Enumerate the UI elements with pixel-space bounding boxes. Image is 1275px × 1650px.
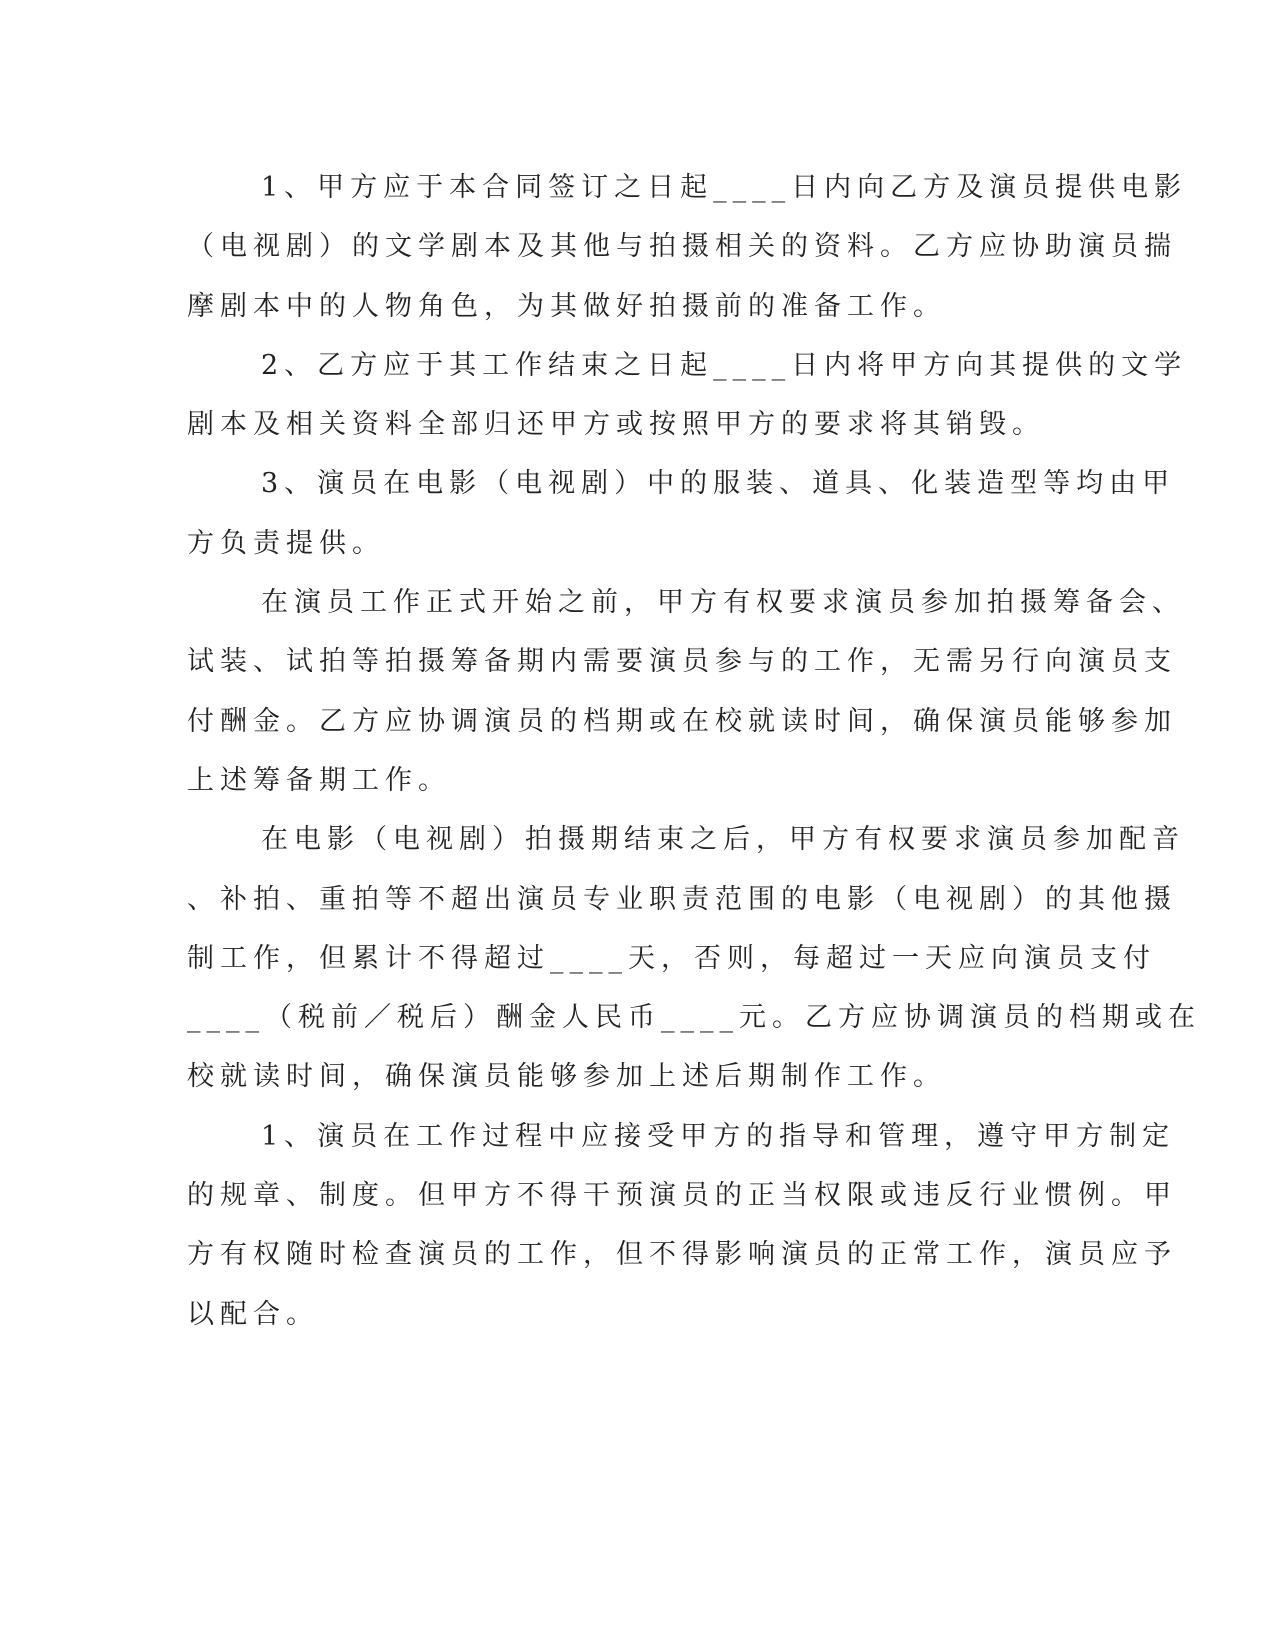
text-line: 以配合。 [187,1298,319,1330]
text-line: 1、演员在工作过程中应接受甲方的指导和管理，遵守甲方制定 [261,1120,1176,1152]
text-line: 的规章、制度。但甲方不得干预演员的正当权限或违反行业惯例。甲 [187,1180,1177,1212]
text-line: 方有权随时检查演员的工作，但不得影响演员的正常工作，演员应予 [187,1239,1177,1271]
text-line: （电视剧）的文学剧本及其他与拍摄相关的资料。乙方应协助演员揣 [187,231,1177,263]
text-line: 校就读时间，确保演员能够参加上述后期制作工作。 [187,1061,946,1093]
text-line: 3、演员在电影（电视剧）中的服装、道具、化装造型等均由甲 [261,468,1176,500]
text-line: 制工作，但累计不得超过____天，否则，每超过一天应向演员支付 [187,942,1156,974]
text-line: 方负责提供。 [187,527,385,559]
text-line: 2、乙方应于其工作结束之日起____日内将甲方向其提供的文学 [261,349,1188,381]
text-line: ____（税前／税后）酬金人民币____元。乙方应协调演员的档期或在 [187,1002,1201,1034]
text-line: 、补拍、重拍等不超出演员专业职责范围的电影（电视剧）的其他摄 [187,883,1177,915]
text-line: 付酬金。乙方应协调演员的档期或在校就读时间，确保演员能够参加 [187,705,1177,737]
text-line: 试装、试拍等拍摄筹备期内需要演员参与的工作，无需另行向演员支 [187,646,1177,678]
text-line: 在演员工作正式开始之前，甲方有权要求演员参加拍摄筹备会、 [261,587,1185,619]
text-line: 上述筹备期工作。 [187,764,451,796]
text-line: 剧本及相关资料全部归还甲方或按照甲方的要求将其销毁。 [187,409,1045,441]
document-body [187,158,1201,1344]
text-line: 在电影（电视剧）拍摄期结束之后，甲方有权要求演员参加配音 [261,824,1185,856]
text-line: 摩剧本中的人物角色，为其做好拍摄前的准备工作。 [187,290,946,322]
text-line: 1、甲方应于本合同签订之日起____日内向乙方及演员提供电影 [261,172,1188,203]
